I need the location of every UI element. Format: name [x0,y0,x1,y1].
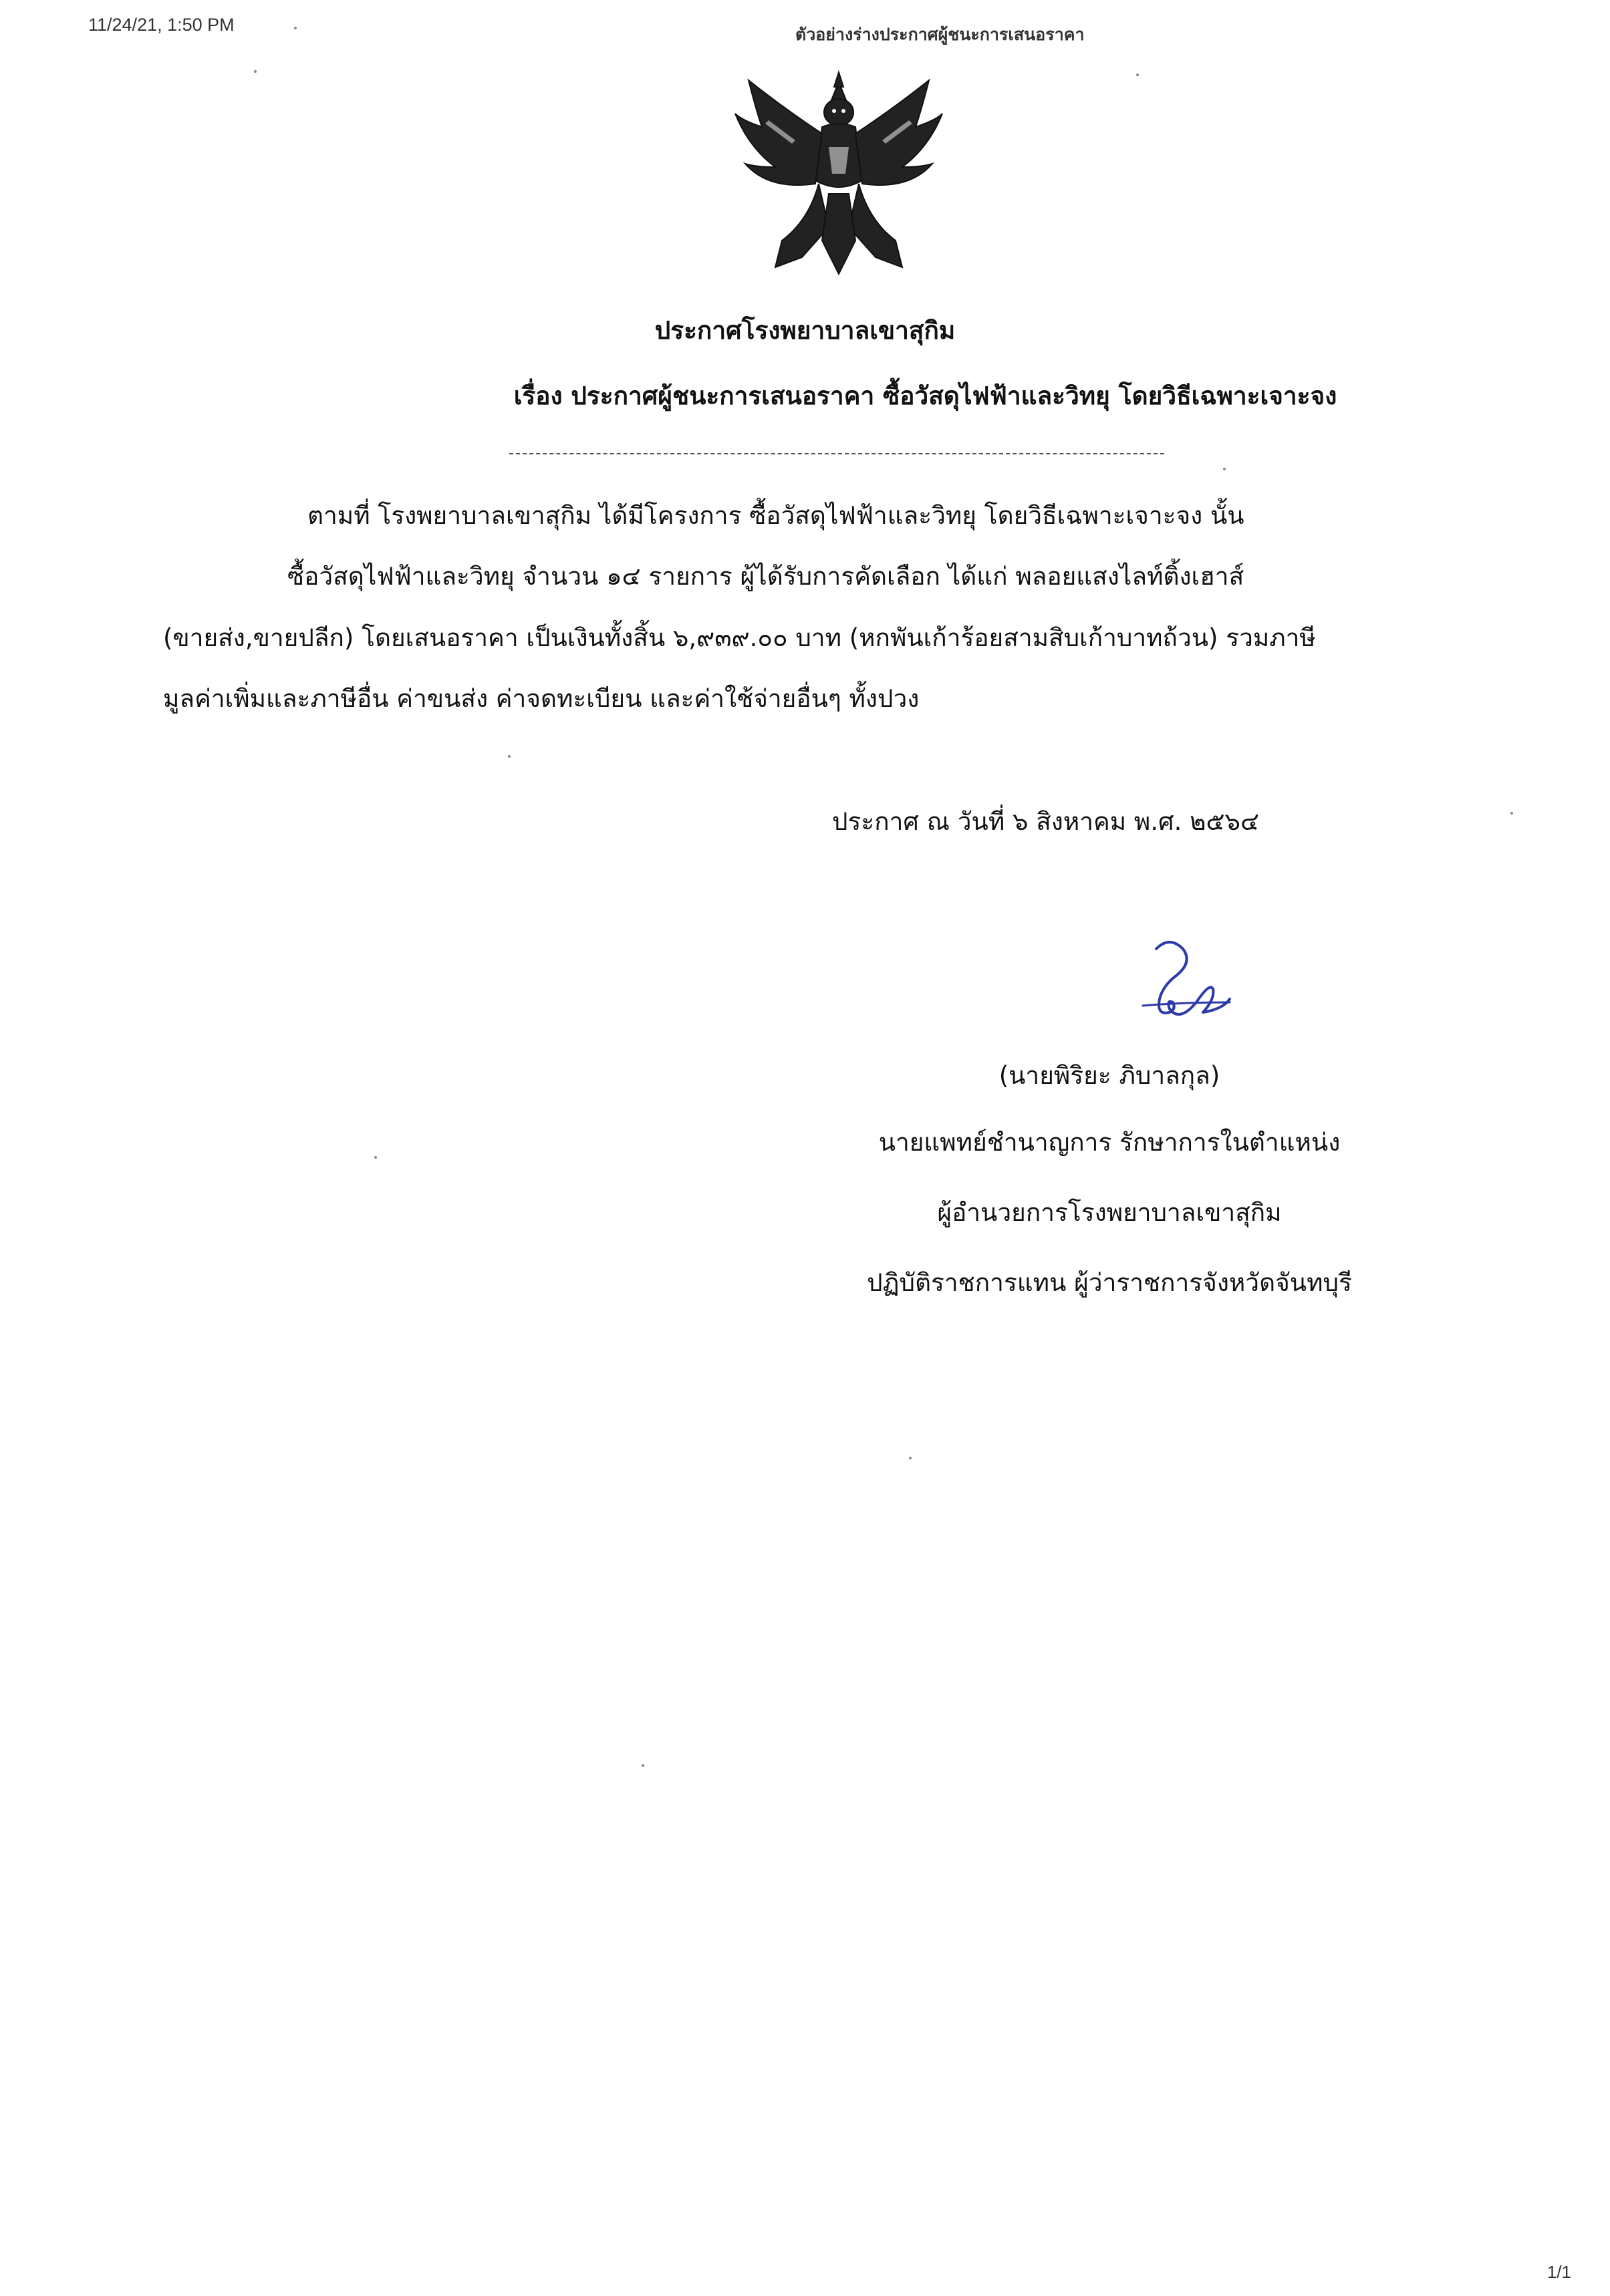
scan-speck [642,1764,644,1767]
title-divider [509,453,1164,454]
document-title: ประกาศโรงพยาบาลเขาสุกิม [654,316,956,345]
scan-speck [254,70,257,73]
scan-speck [294,27,297,29]
page-counter: 1/1 [1547,2262,1571,2282]
body-line-4: มูลค่าเพิ่มและภาษีอื่น ค่าขนส่ง ค่าจดทะเบียน และค่าใช้จ่ายอื่นๆ ทั้งปวง [163,684,920,713]
body-line-1: ตามที่ โรงพยาบาลเขาสุกิม ได้มีโครงการ ซื้อวัสดุไฟฟ้าและวิทยุ โดยวิธีเฉพาะเจาะจง นั้น [307,501,1244,530]
scan-speck [1223,468,1226,470]
print-datetime: 11/24/21, 1:50 PM [88,15,235,35]
signature-icon [1129,936,1236,1036]
scan-speck [374,1156,377,1159]
body-line-3: (ขายส่ง,ขายปลีก) โดยเสนอราคา เป็นเงินทั้งสิ้น ๖,๙๓๙.๐๐ บาท (หกพันเก้าร้อยสามสิบเก้าบาทถ้วน) รวมภาษี [163,623,1316,652]
body-line-2: ซื้อวัสดุไฟฟ้าและวิทยุ จำนวน ๑๔ รายการ ผู้ได้รับการคัดเลือก ได้แก่ พลอยแสงไลท์ติ้งเฮาส์ [287,562,1244,591]
scan-speck [508,755,511,758]
garuda-emblem-icon [728,67,949,287]
print-doc-label: ตัวอย่างร่างประกาศผู้ชนะการเสนอราคา [795,25,1085,44]
announcement-date: ประกาศ ณ วันที่ ๖ สิงหาคม พ.ศ. ๒๕๖๔ [832,807,1259,836]
signatory-position-2: ผู้อำนวยการโรงพยาบาลเขาสุกิม [937,1198,1282,1227]
signatory-position-1: นายแพทย์ชำนาญการ รักษาการในตำแหน่ง [878,1128,1341,1157]
scan-speck [1510,812,1513,815]
scan-speck [1136,74,1139,76]
signatory-position-3: ปฏิบัติราชการแทน ผู้ว่าราชการจังหวัดจันทบุรี [867,1268,1352,1297]
document-subject: เรื่อง ประกาศผู้ชนะการเสนอราคา ซื้อวัสดุไฟฟ้าและวิทยุ โดยวิธีเฉพาะเจาะจง [513,382,1337,410]
signatory-name: (นายพิริยะ ภิบาลกุล) [998,1061,1220,1090]
scan-speck [909,1457,912,1459]
